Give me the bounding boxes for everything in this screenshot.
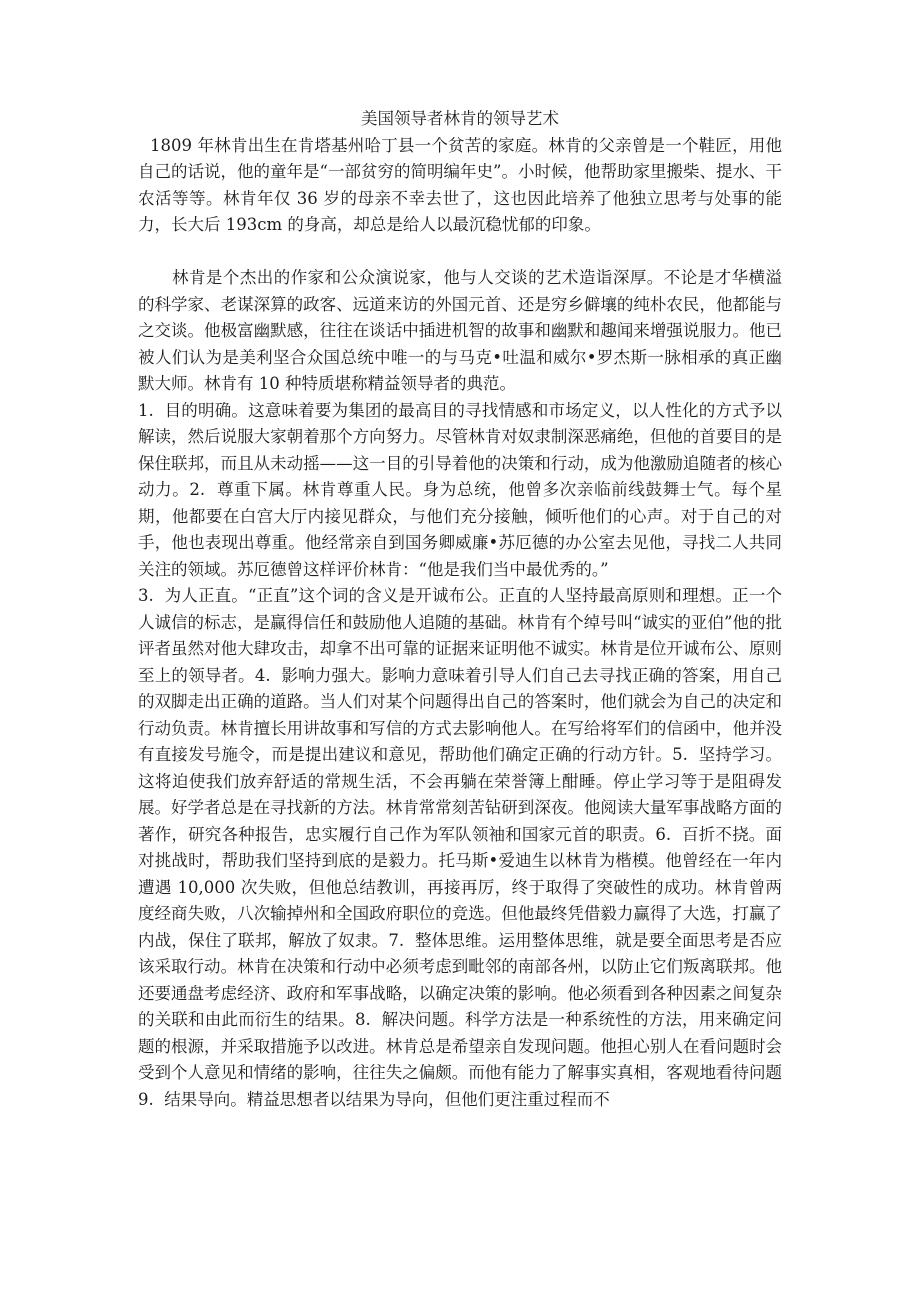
paragraph-traits-3-9: 3. 为人正直。“正直”这个词的含义是开诚布公。正直的人坚持最高原则和理想。正一个人诚信的标志，是赢得信任和鼓励他人追随的基础。林肯有个绰号叫“诚实的亚伯”他的批评者虽然对他大肆攻击，却拿不出可靠的证据来证明他不诚实。林肯是位开诚布公、原则至上的领导者。4. 影响力强大。影响力意味着引导人们自己去寻找正确的答案，用自己的双脚走出正确的道路。当人们对某个问题得出自己的答案时，他们就会为自己的决定和行动负责。林肯擅长用讲故事和写信的方式去影响他人。在写给将军们的信函中，他并没有直接发号施令，而是提出建议和意见，帮助他们确定正确的行动方针。5. 坚持学习。这将迫使我们放弃舒适的常规生活，不会再躺在荣誉簿上酣睡。停止学习等于是阻碍发展。好学者总是在寻找新的方法。林肯常常刻苦钻研到深夜。他阅读大量军事战略方面的著作，研究各种报告，忠实履行自己作为军队领袖和国家元首的职责。6. 百折不挠。面对挑战时，帮助我们坚持到底的是毅力。托马斯•爱迪生以林肯为楷模。他曾经在一年内遭遇 10,000 次失败，但他总结教训，再接再厉，终于取得了突破性的成功。林肯曾两度经商失败，八次输掉州和全国政府职位的竞选。但他最终凭借毅力赢得了大选，打赢了内战，保住了联邦，解放了奴隶。7. 整体思维。运用整体思维，就是要全面思考是否应该采取行动。林肯在决策和行动中必须考虑到毗邻的南部各州，以防止它们叛离联邦。他还要通盘考虑经济、政府和军事战略，以确定决策的影响。他必须看到各种因素之间复杂的关联和由此而衍生的结果。8. 解决问题。科学方法是一种系统性的方法，用来确定问题的根源，并采取措施予以改进。林肯总是希望亲自发现问题。他担心别人在看问题时会受到个人意见和情绪的影响，往往失之偏颇。而他有能力了解事实真相，客观地看待问题 9. 结果导向。精益思想者以结果为导向，但他们更注重过程而不: [138, 586, 782, 1109]
paragraph-lincoln-orator: 林肯是个杰出的作家和公众演说家，他与人交谈的艺术造诣深厚。不论是才华横溢的科学家、老谋深算的政客、远道来访的外国元首、还是穷乡僻壤的纯朴农民，他都能与之交谈。他极富幽默感，往往在谈话中插进机智的故事和幽默和趣闻来增强说服力。他已被人们认为是美利坚合众国总统中唯一的与马克•吐温和威尔•罗杰斯一脉相承的真正幽默大师。林肯有 10 种特质堪称精益领导者的典范。: [138, 268, 782, 393]
document-title: 美国领导者林肯的领导艺术: [361, 109, 559, 128]
blank-line-spacer: [138, 239, 782, 266]
document-content: [138, 106, 782, 1113]
paragraph-lincoln-biography: 1809 年林肯出生在肯塔基州哈丁县一个贫苦的家庭。林肯的父亲曾是一个鞋匠，用他自己的话说，他的童年是“一部贫穷的简明编年史”。小时候，他帮助家里搬柴、提水、干农活等等。林肯年仅 36 岁的母亲不幸去世了，这也因此培养了他独立思考与处事的能力，长大后 193cm 的身高，却总是给人以最沉稳忧郁的印象。: [138, 135, 782, 234]
paragraph-traits-1-2: 1. 目的明确。这意味着要为集团的最高目的寻找情感和市场定义，以人性化的方式予以解读，然后说服大家朝着那个方向努力。尽管林肯对奴隶制深恶痛绝，但他的首要目的是保住联邦，而且从未动摇——这一目的引导着他的决策和行动，成为他激励追随者的核心动力。2. 尊重下属。林肯尊重人民。身为总统，他曾多次亲临前线鼓舞士气。每个星期，他都要在白宫大厅内接见群众，与他们充分接触，倾听他们的心声。对于自己的对手，他也表现出尊重。他经常亲自到国务卿威廉•苏厄德的办公室去见他，寻找二人共同关注的领域。苏厄德曾这样评价林肯：“他是我们当中最优秀的。”: [138, 400, 782, 579]
